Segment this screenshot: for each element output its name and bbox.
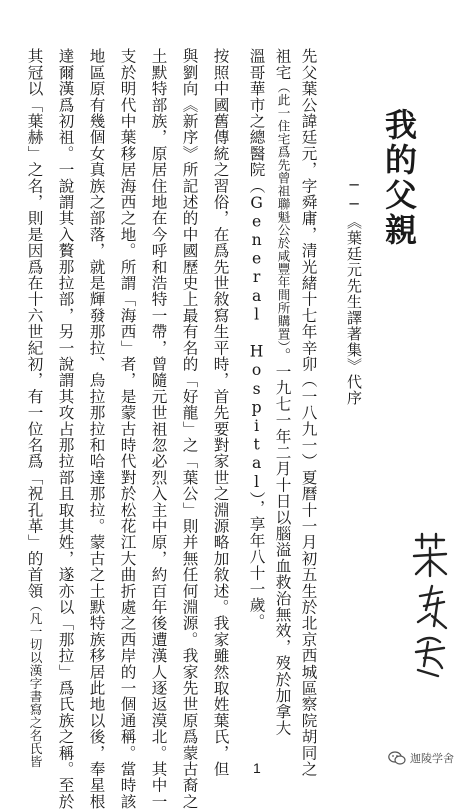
page-title: 我的父親 [380,108,418,248]
text-column: 達爾漢爲初祖。一說謂其入贅那拉部，另一說謂其攻占那拉部且取其姓，遂亦以「那拉」爲氏族之稱。至於 [56,48,75,809]
text-column: 土默特部族，原居住地在今呼和浩特一帶，曾隨元世祖忽必烈入主中原，約百年後遭漢人逐返漠北。其中一 [149,48,168,809]
text-column: 支於明代中葉移居海西之地。所謂「海西」者，是蒙古時代對於松花江大曲折處之西岸的一個通稱。當時該 [118,48,137,809]
annotation-note: （此一住宅爲先曾祖聯魁公於咸豐年間所購置） [275,80,291,348]
text-segment: 。一九七一年二月十日以腦溢血救治無效，歿於加拿大 [273,347,292,736]
wechat-icon [388,750,406,766]
annotation-note: （凡一切以漢字書寫之名氏皆 [27,598,43,768]
text-column: 與劉向《新序》所記述的中國歷史上最有名的「好龍」之「葉公」則并無任何淵源。我家先世原爲蒙古裔之 [180,48,199,809]
text-column: 地區原有幾個女真族之部落，就是輝發那拉、烏拉那拉和哈達那拉。蒙古之土默特族移居此地以後，奉星根 [87,48,106,809]
page-number: 1 [253,760,261,776]
watermark-text: 迦陵学舍 [410,752,454,765]
text-column: 溫哥華市之總醫院（General Hospital），享年八十一歲。 [247,48,266,630]
text-column: 按照中國舊傳統之習俗，在爲先世敘寫生平時，首先要對家世之淵源略加敘述。我家雖然取姓葉氏，但 [211,48,230,777]
text-column [26,48,42,768]
handwritten-signature [408,530,452,680]
page-subtitle: ──《葉廷元先生譯著集》代序 [345,176,363,406]
text-segment: 祖宅 [273,48,292,81]
watermark [388,750,454,766]
text-segment: 其冠以「葉赫」之名，則是因爲在十六世紀初，有一位名爲「祝孔革」的首領 [25,48,44,599]
text-column: 先父葉公諱廷元，字舜庸，清光緒十七年辛卯（一八九一）夏曆十一月初五生於北京西城區察院胡同之 [299,48,318,777]
text-column [274,48,290,768]
